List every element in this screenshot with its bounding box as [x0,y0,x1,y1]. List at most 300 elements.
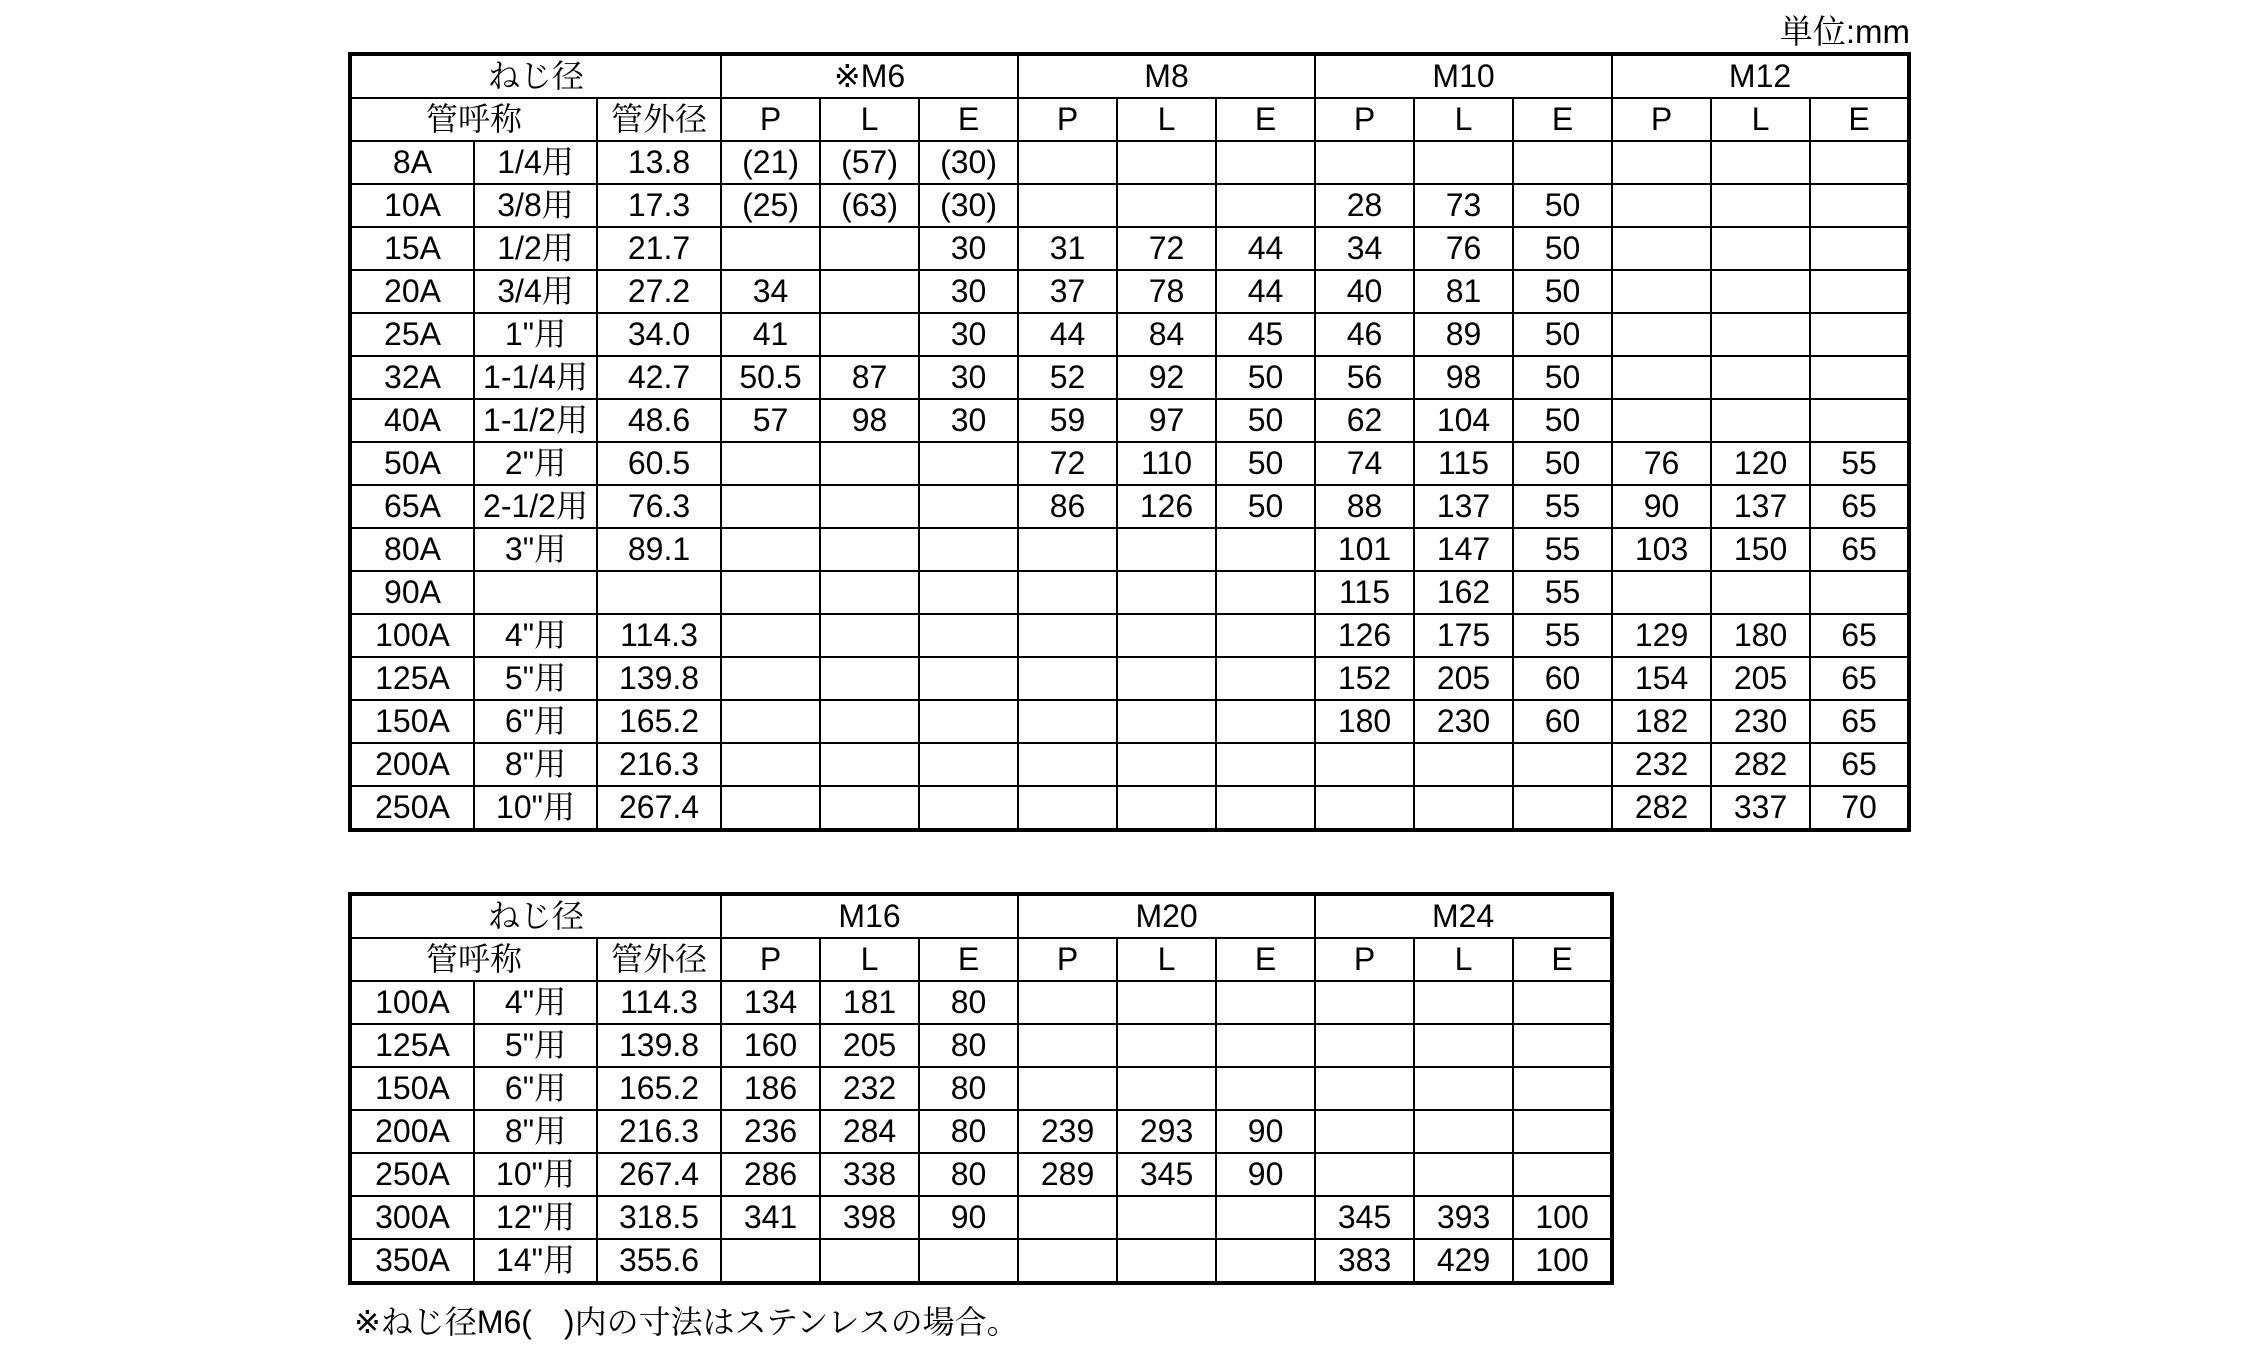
pipe-size-cell: 25A [350,313,474,356]
table-cell: 232 [820,1067,919,1110]
pipe-inch-cell: 3/4用 [474,270,597,313]
table-row [350,657,1909,700]
table-cell [820,485,919,528]
table-cell [1117,1067,1216,1110]
pipe-inch-cell: 4"用 [474,981,597,1024]
table-cell: 76 [1414,227,1513,270]
table-cell: 86 [1018,485,1117,528]
table-cell [1711,270,1810,313]
table-cell [1117,141,1216,184]
table-cell: 72 [1117,227,1216,270]
table-cell [1216,1067,1315,1110]
header-row-thread-sizes [350,54,1909,98]
table-cell: 55 [1810,442,1909,485]
table-cell [721,786,820,830]
table-cell: 50.5 [721,356,820,399]
table-cell: 126 [1315,614,1414,657]
table-cell [1612,270,1711,313]
table-cell [919,485,1018,528]
table-cell [1414,786,1513,830]
table-cell: 44 [1216,227,1315,270]
table-cell: 345 [1117,1153,1216,1196]
table-cell: 137 [1711,485,1810,528]
table-cell [1018,141,1117,184]
table-cell [919,528,1018,571]
table-cell: 30 [919,313,1018,356]
table-cell: 87 [820,356,919,399]
pipe-inch-cell: 8"用 [474,743,597,786]
pipe-inch-cell: 1-1/4用 [474,356,597,399]
table-cell: 115 [1315,571,1414,614]
table-cell [1018,1024,1117,1067]
table-cell: 205 [1414,657,1513,700]
table-cell: 90 [1612,485,1711,528]
table-cell [1117,743,1216,786]
table-cell: 230 [1414,700,1513,743]
table-cell [820,614,919,657]
outer-diameter-cell: 48.6 [597,399,721,442]
table-cell [721,528,820,571]
table-cell [1216,981,1315,1024]
outer-diameter-cell: 114.3 [597,614,721,657]
thread-size-m8: M8 [1018,54,1315,98]
table-cell: 100 [1513,1196,1612,1239]
pipe-inch-cell [474,571,597,614]
table-cell: 34 [721,270,820,313]
table-cell [919,743,1018,786]
table-row [350,227,1909,270]
table-cell: 92 [1117,356,1216,399]
table-cell: 90 [1216,1110,1315,1153]
pipe-inch-cell: 3/8用 [474,184,597,227]
table-cell [820,313,919,356]
outer-diameter-cell: 165.2 [597,700,721,743]
table-cell: 41 [721,313,820,356]
table-cell [1513,743,1612,786]
header-row-dimensions [350,98,1909,141]
table-cell: 44 [1216,270,1315,313]
table-row [350,141,1909,184]
thread-size-m20: M20 [1018,894,1315,938]
table-cell [1216,700,1315,743]
table-cell: 60 [1513,657,1612,700]
table-cell: 160 [721,1024,820,1067]
table-cell [820,743,919,786]
table-cell: 30 [919,399,1018,442]
outer-diameter-cell: 34.0 [597,313,721,356]
outer-diameter-cell: 165.2 [597,1067,721,1110]
table-cell [820,442,919,485]
table-cell [1315,981,1414,1024]
outer-diameter-cell: 17.3 [597,184,721,227]
table-cell: 230 [1711,700,1810,743]
pipe-size-cell: 90A [350,571,474,614]
table-cell: 147 [1414,528,1513,571]
table-cell: 100 [1513,1239,1612,1283]
table-cell [1117,571,1216,614]
outer-diameter-cell: 42.7 [597,356,721,399]
table-cell [1216,141,1315,184]
unit-label: 単位:mm [1779,13,1910,50]
table-row [350,1110,1612,1153]
dimension-header-l: L [820,98,919,141]
table-cell [1711,571,1810,614]
table-cell: 97 [1117,399,1216,442]
table-cell [1315,1024,1414,1067]
table-cell: 429 [1414,1239,1513,1283]
table-cell: 337 [1711,786,1810,830]
table-cell: 80 [919,981,1018,1024]
table-cell [1711,227,1810,270]
table-cell: 98 [820,399,919,442]
table-row [350,1196,1612,1239]
pipe-inch-cell: 6"用 [474,1067,597,1110]
table-row [350,313,1909,356]
table-cell: 126 [1117,485,1216,528]
table-cell [721,1239,820,1283]
pipe-size-cell: 65A [350,485,474,528]
pipe-inch-cell: 8"用 [474,1110,597,1153]
pipe-inch-cell: 6"用 [474,700,597,743]
table-cell: 110 [1117,442,1216,485]
table-cell: 282 [1612,786,1711,830]
table-cell: 65 [1810,700,1909,743]
pipe-nominal-header: 管呼称 [350,938,597,981]
dimension-header-l: L [820,938,919,981]
outer-diameter-cell: 114.3 [597,981,721,1024]
pipe-size-cell: 200A [350,1110,474,1153]
table-cell: 186 [721,1067,820,1110]
table-cell: 89 [1414,313,1513,356]
dimension-header-p: P [1018,938,1117,981]
table-cell: 338 [820,1153,919,1196]
table-row [350,184,1909,227]
table-cell [820,528,919,571]
table-cell: 65 [1810,743,1909,786]
pipe-size-cell: 50A [350,442,474,485]
dimension-header-p: P [721,938,820,981]
table-row [350,1024,1612,1067]
footnote: ※ねじ径M6( )内の寸法はステンレスの場合。 [354,1304,1019,1340]
dimension-header-l: L [1414,98,1513,141]
pipe-size-cell: 32A [350,356,474,399]
table-cell: 50 [1513,184,1612,227]
table-cell: 205 [1711,657,1810,700]
table-cell: 80 [919,1067,1018,1110]
table-cell: 50 [1513,442,1612,485]
table-cell [1117,614,1216,657]
table-row [350,614,1909,657]
table-cell: 84 [1117,313,1216,356]
table-cell [1810,227,1909,270]
pipe-size-cell: 125A [350,657,474,700]
dimension-header-p: P [1612,98,1711,141]
outer-diameter-cell: 27.2 [597,270,721,313]
outer-diameter-cell: 60.5 [597,442,721,485]
pipe-inch-cell: 5"用 [474,1024,597,1067]
pipe-inch-cell: 1/2用 [474,227,597,270]
table-cell [1414,981,1513,1024]
header-row-thread-sizes [350,894,1612,938]
pipe-size-cell: 80A [350,528,474,571]
table-cell [1117,786,1216,830]
dimension-header-e: E [1216,938,1315,981]
table-cell [1612,571,1711,614]
table-cell [1018,571,1117,614]
table-cell: 182 [1612,700,1711,743]
table-cell: 129 [1612,614,1711,657]
table-cell [1018,786,1117,830]
table-cell: 55 [1513,571,1612,614]
table-cell: 56 [1315,356,1414,399]
pipe-size-cell: 150A [350,1067,474,1110]
table-row [350,442,1909,485]
dimension-header-l: L [1117,98,1216,141]
outer-diameter-cell: 139.8 [597,1024,721,1067]
table-cell: 50 [1513,313,1612,356]
table-cell [1612,313,1711,356]
pipe-inch-cell: 1/4用 [474,141,597,184]
table-cell [1117,700,1216,743]
pipe-size-cell: 100A [350,614,474,657]
dimension-header-e: E [1216,98,1315,141]
table-cell [1216,1024,1315,1067]
table-cell [1018,184,1117,227]
pipe-inch-cell: 14"用 [474,1239,597,1283]
pipe-size-cell: 125A [350,1024,474,1067]
table-cell [1414,743,1513,786]
table-cell: 65 [1810,657,1909,700]
table-cell: 46 [1315,313,1414,356]
pipe-size-cell: 250A [350,1153,474,1196]
table-row [350,700,1909,743]
pipe-size-cell: 300A [350,1196,474,1239]
dimension-header-e: E [1513,938,1612,981]
table-cell: (63) [820,184,919,227]
table-cell: 44 [1018,313,1117,356]
table-cell: 30 [919,270,1018,313]
pipe-size-cell: 150A [350,700,474,743]
pipe-inch-cell: 1-1/2用 [474,399,597,442]
pipe-inch-cell: 2-1/2用 [474,485,597,528]
table-cell: 181 [820,981,919,1024]
table-cell [820,657,919,700]
table-cell [1315,141,1414,184]
table-cell [1018,1067,1117,1110]
table-cell [1711,313,1810,356]
table-cell [1513,1110,1612,1153]
dimension-header-l: L [1117,938,1216,981]
dimension-header-e: E [919,938,1018,981]
table-cell: 154 [1612,657,1711,700]
table-cell [1414,1110,1513,1153]
table-cell [721,442,820,485]
table-cell [1810,270,1909,313]
pipe-size-cell: 250A [350,786,474,830]
dimension-header-l: L [1711,98,1810,141]
pipe-size-cell: 100A [350,981,474,1024]
table-cell: 62 [1315,399,1414,442]
table-cell [1513,141,1612,184]
table-cell [1216,743,1315,786]
dimension-table-2 [348,892,1614,1285]
table-cell: 104 [1414,399,1513,442]
table-row [350,528,1909,571]
table-cell [1315,1153,1414,1196]
table-cell: 205 [820,1024,919,1067]
pipe-size-cell: 10A [350,184,474,227]
table-cell: 65 [1810,485,1909,528]
outer-diameter-cell: 216.3 [597,743,721,786]
table-cell: 72 [1018,442,1117,485]
table-cell [1513,1153,1612,1196]
outer-diameter-cell: 355.6 [597,1239,721,1283]
table-row [350,743,1909,786]
table-cell: 59 [1018,399,1117,442]
table-cell [919,700,1018,743]
table-cell: 180 [1315,700,1414,743]
table-cell [919,571,1018,614]
dimension-header-l: L [1414,938,1513,981]
table-cell: 40 [1315,270,1414,313]
table-cell: 80 [919,1110,1018,1153]
table-cell [1117,1196,1216,1239]
dimension-header-e: E [1513,98,1612,141]
table-cell: 137 [1414,485,1513,528]
dimension-header-p: P [1315,938,1414,981]
thread-size-m12: M12 [1612,54,1909,98]
table-row [350,786,1909,830]
table-cell: 30 [919,356,1018,399]
table-cell [1315,1110,1414,1153]
pipe-size-cell: 8A [350,141,474,184]
table-cell: (25) [721,184,820,227]
table-cell [1018,614,1117,657]
table-cell [721,227,820,270]
table-cell [721,614,820,657]
pipe-inch-cell: 3"用 [474,528,597,571]
outer-diameter-cell: 216.3 [597,1110,721,1153]
pipe-size-cell: 20A [350,270,474,313]
table-cell: 101 [1315,528,1414,571]
table-cell [1513,786,1612,830]
table-row [350,1067,1612,1110]
table-cell [721,700,820,743]
table-cell [1216,184,1315,227]
table-cell [1018,1239,1117,1283]
table-cell [1117,528,1216,571]
table-cell [1711,356,1810,399]
table-row [350,356,1909,399]
table-cell [1018,1196,1117,1239]
table-cell [820,1239,919,1283]
table-cell [1315,743,1414,786]
table-cell: 80 [919,1153,1018,1196]
table-cell [1018,657,1117,700]
table-cell: 90 [919,1196,1018,1239]
table-cell [1216,528,1315,571]
table-row [350,485,1909,528]
table-cell: 175 [1414,614,1513,657]
table-cell [919,442,1018,485]
table-cell [1810,571,1909,614]
table-cell: 50 [1513,270,1612,313]
table-cell: (30) [919,184,1018,227]
table-cell [721,657,820,700]
table-cell: 282 [1711,743,1810,786]
table-cell: 393 [1414,1196,1513,1239]
table-cell: 150 [1711,528,1810,571]
table-cell [919,786,1018,830]
table-cell: 293 [1117,1110,1216,1153]
table-cell [1216,1196,1315,1239]
pipe-size-cell: 15A [350,227,474,270]
table-cell [1810,313,1909,356]
outer-diameter-cell: 139.8 [597,657,721,700]
pipe-inch-cell: 10"用 [474,1153,597,1196]
table-cell: 30 [919,227,1018,270]
table-cell [1612,399,1711,442]
dimension-header-p: P [1315,98,1414,141]
table-cell: 50 [1216,485,1315,528]
table-cell [1018,743,1117,786]
table-cell: 50 [1513,227,1612,270]
table-cell [1612,141,1711,184]
table-cell [1216,786,1315,830]
header-row-dimensions [350,938,1612,981]
table-cell [721,571,820,614]
outer-diameter-header: 管外径 [597,98,721,141]
table-cell [1513,981,1612,1024]
table-cell [1810,184,1909,227]
table-row [350,1239,1612,1283]
thread-size-m10: M10 [1315,54,1612,98]
outer-diameter-cell: 13.8 [597,141,721,184]
table-row [350,571,1909,614]
table-cell [1117,1024,1216,1067]
table-cell [1513,1067,1612,1110]
table-cell [820,270,919,313]
table-cell [919,614,1018,657]
table-cell: 50 [1513,399,1612,442]
table-cell [919,657,1018,700]
table-cell [1414,141,1513,184]
table-cell: 232 [1612,743,1711,786]
pipe-size-cell: 350A [350,1239,474,1283]
table-cell [1117,184,1216,227]
table-cell: 37 [1018,270,1117,313]
pipe-nominal-header: 管呼称 [350,98,597,141]
table-cell: 98 [1414,356,1513,399]
table-cell: 134 [721,981,820,1024]
table-cell: 45 [1216,313,1315,356]
table-cell: 50 [1513,356,1612,399]
table-cell [820,700,919,743]
table-cell: 76 [1612,442,1711,485]
table-cell: 383 [1315,1239,1414,1283]
outer-diameter-cell [597,571,721,614]
table-cell: 28 [1315,184,1414,227]
table-cell [919,1239,1018,1283]
outer-diameter-cell: 267.4 [597,1153,721,1196]
table-cell [721,743,820,786]
table-cell: 81 [1414,270,1513,313]
table-cell: (57) [820,141,919,184]
table-cell [1612,227,1711,270]
table-cell: (30) [919,141,1018,184]
table-cell [1117,657,1216,700]
table-cell: 398 [820,1196,919,1239]
